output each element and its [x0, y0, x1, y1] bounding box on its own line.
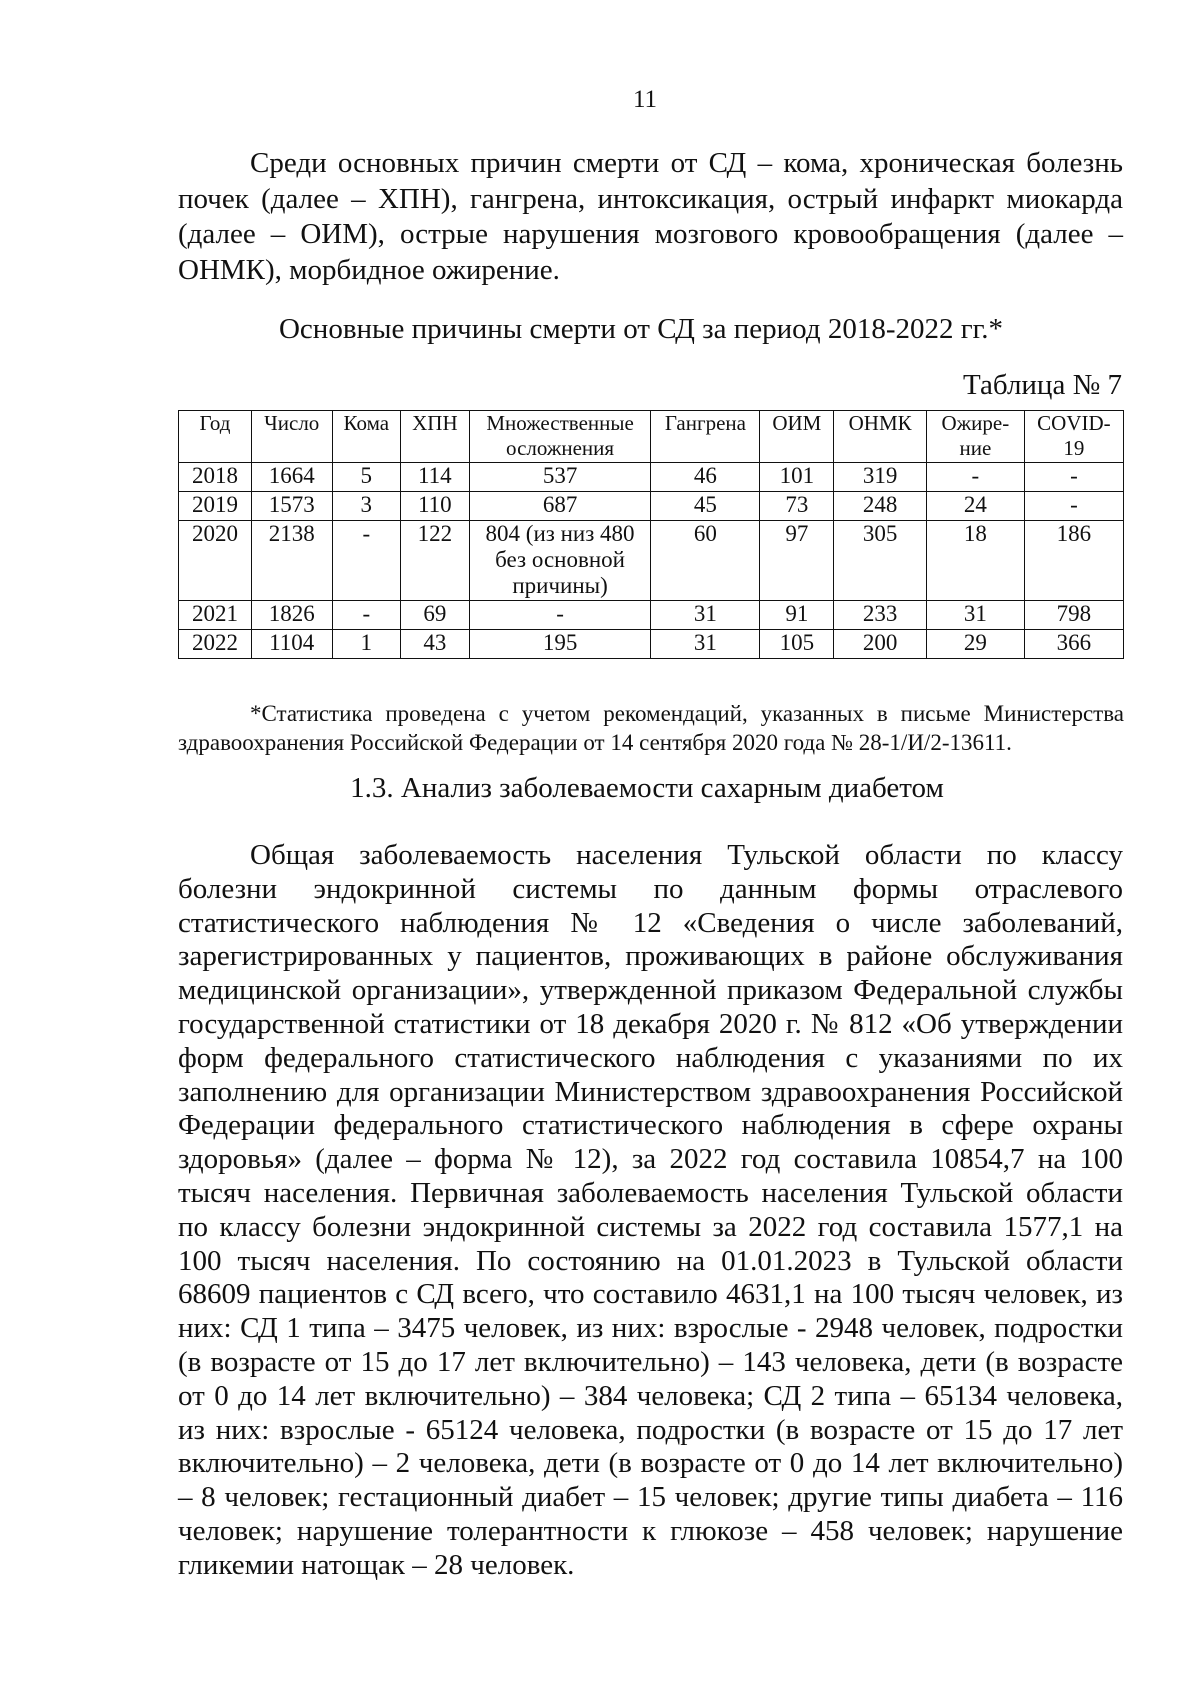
table-cell: -	[1024, 463, 1123, 492]
header-cell: Год	[179, 411, 252, 463]
section-heading: 1.3. Анализ заболеваемости сахарным диабетом	[350, 772, 944, 804]
table-label: Таблица № 7	[963, 369, 1122, 401]
table-cell: 5	[332, 463, 401, 492]
table-cell: 2020	[179, 521, 252, 601]
table-row	[179, 521, 1124, 601]
table-cell: 46	[651, 463, 760, 492]
intro-paragraph: Среди основных причин смерти от СД – кома, хроническая болезнь почек (далее – ХПН), гангрена, интоксикация, острый инфаркт миокарда (далее – ОИМ), острые нарушения мозгового кровообращения (далее – ОНМК), морбидное ожирение.	[178, 147, 1123, 286]
table-cell: 1104	[251, 630, 332, 659]
table-cell: -	[332, 601, 401, 630]
header-cell: ХПН	[401, 411, 470, 463]
table-cell: 31	[651, 630, 760, 659]
header-cell: Гангрена	[651, 411, 760, 463]
table-cell: 43	[401, 630, 470, 659]
table-cell: 804 (из низ 480 без основной причины)	[469, 521, 651, 601]
table-row	[179, 463, 1124, 492]
table-cell: 110	[401, 492, 470, 521]
table-cell: -	[332, 521, 401, 601]
table-cell: 105	[760, 630, 834, 659]
table-cell: 73	[760, 492, 834, 521]
table-cell: 248	[834, 492, 927, 521]
table-row	[179, 601, 1124, 630]
table-cell: 687	[469, 492, 651, 521]
header-cell: Кома	[332, 411, 401, 463]
header-cell: ОНМК	[834, 411, 927, 463]
table-header-row	[179, 411, 1124, 463]
table-cell: 1664	[251, 463, 332, 492]
table-cell: 60	[651, 521, 760, 601]
table-cell: 200	[834, 630, 927, 659]
table-cell: 2022	[179, 630, 252, 659]
table-cell: 122	[401, 521, 470, 601]
table-cell: 186	[1024, 521, 1123, 601]
table-cell: 69	[401, 601, 470, 630]
header-cell: COVID-19	[1024, 411, 1123, 463]
table-cell: 537	[469, 463, 651, 492]
table-cell: 1573	[251, 492, 332, 521]
table-row	[179, 492, 1124, 521]
table-title: Основные причины смерти от СД за период 2018-2022 гг.*	[278, 313, 1003, 345]
header-cell: ОИМ	[760, 411, 834, 463]
table-cell: -	[469, 601, 651, 630]
table-cell: 2018	[179, 463, 252, 492]
table-cell: 319	[834, 463, 927, 492]
table-cell: 233	[834, 601, 927, 630]
table-cell: 305	[834, 521, 927, 601]
header-cell: Ожире-ние	[926, 411, 1024, 463]
table-cell: 1	[332, 630, 401, 659]
table-row	[179, 630, 1124, 659]
death-causes-table	[178, 410, 1124, 659]
table-cell: 3	[332, 492, 401, 521]
table-cell: 195	[469, 630, 651, 659]
table-cell: 29	[926, 630, 1024, 659]
table-cell: 24	[926, 492, 1024, 521]
table-cell: 114	[401, 463, 470, 492]
morbidity-paragraph: Общая заболеваемость населения Тульской области по классу болезни эндокринной системы по данным формы отраслевого статистического наблюдения № 12 «Сведения о числе заболеваний, зарегистрированных у пациентов, проживающих в районе обслуживания медицинской организации», утвержденной приказом Федеральной службы государственной статистики от 18 декабря 2020 г. № 812 «Об утверждении форм федерального статистического наблюдения с указаниями по их заполнению для организации Министерством здравоохранения Российской Федерации федерального статистического наблюдения в сфере охраны здоровья» (далее – форма № 12), за 2022 год составила 10854,7 на 100 тысяч населения. Первичная заболеваемость населения Тульской области по классу болезни эндокринной системы за 2022 год составила 1577,1 на 100 тысяч населения. По состоянию на 01.01.2023 в Тульской области 68609 пациентов с СД всего, что составило 4631,1 на 100 тысяч человек, из них: СД 1 типа – 3475 человек, из них: взрослые - 2948 человек, подростки (в возрасте от 15 до 17 лет включительно) – 143 человека, дети (в возрасте от 0 до 14 лет включительно) – 384 человека; СД 2 типа – 65134 человека, из них: взрослые - 65124 человека, подростки (в возрасте от 15 до 17 лет включительно) – 2 человека, дети (в возрасте от 0 до 14 лет включительно) – 8 человек; гестационный диабет – 15 человек; другие типы диабета – 116 человек; нарушение толерантности к глюкозе – 458 человек; нарушение гликемии натощак – 28 человек.	[178, 839, 1123, 1581]
table-cell: 31	[651, 601, 760, 630]
page-number: 11	[632, 86, 658, 113]
table-cell: 45	[651, 492, 760, 521]
table-cell: 2021	[179, 601, 252, 630]
table-cell: 91	[760, 601, 834, 630]
table-cell: -	[926, 463, 1024, 492]
header-cell: Множественные осложнения	[469, 411, 651, 463]
table-cell: 31	[926, 601, 1024, 630]
table-cell: -	[1024, 492, 1123, 521]
table-cell: 2138	[251, 521, 332, 601]
table-footnote: *Статистика проведена с учетом рекомендаций, указанных в письме Министерства здравоохранения Российской Федерации от 14 сентября 2020 года № 28-1/И/2-13611.	[178, 701, 1124, 755]
table-cell: 1826	[251, 601, 332, 630]
table-cell: 2019	[179, 492, 252, 521]
table-cell: 366	[1024, 630, 1123, 659]
table-cell: 101	[760, 463, 834, 492]
table-cell: 97	[760, 521, 834, 601]
table-cell: 18	[926, 521, 1024, 601]
table-cell: 798	[1024, 601, 1123, 630]
header-cell: Число	[251, 411, 332, 463]
